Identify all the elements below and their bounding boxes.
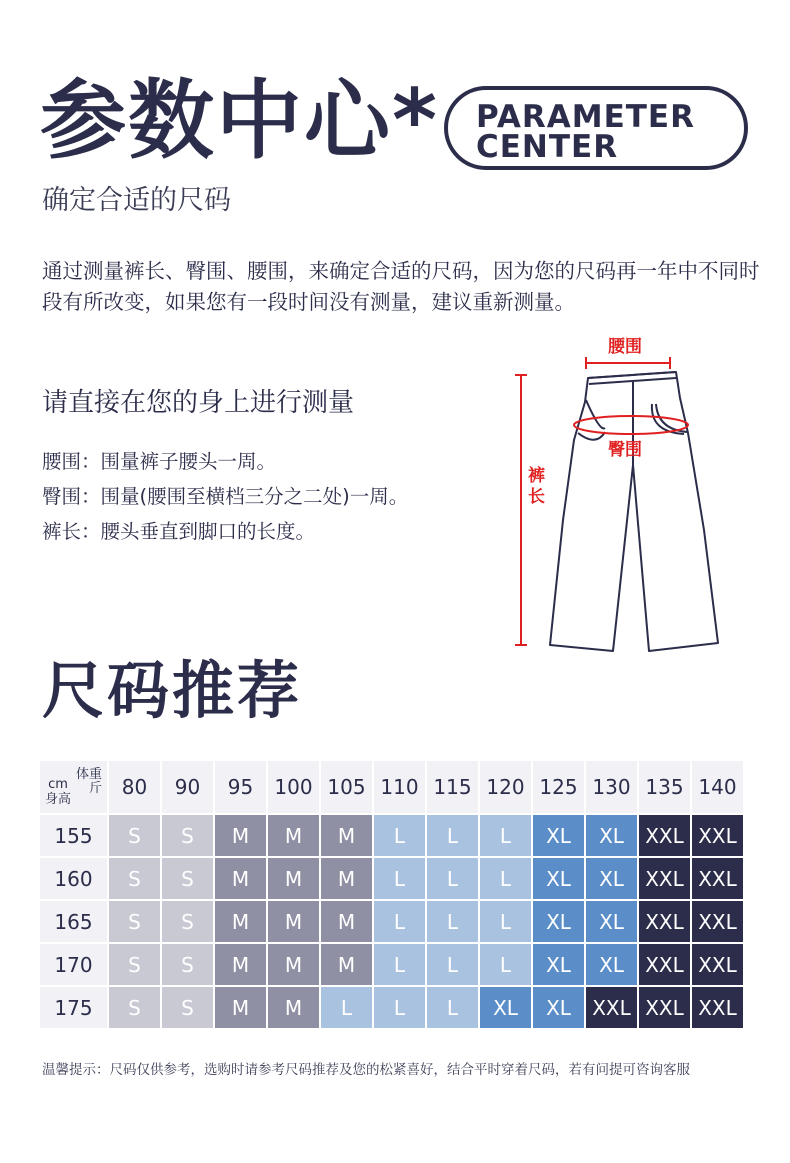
size-table-row [40,987,743,1028]
corner-height-text: 身高 [45,792,72,807]
size-cell: XXL [639,815,690,856]
size-cell: L [374,815,425,856]
size-cell: S [109,944,160,985]
size-table-row [40,815,743,856]
length-label-char-1: 裤 [528,466,545,486]
size-cell: M [268,987,319,1028]
size-cell: XL [533,901,584,942]
size-cell: M [268,944,319,985]
size-cell: M [321,944,372,985]
page-subtitle: 确定合适的尺码 [42,185,231,216]
size-table-header-row [40,761,743,813]
size-cell: XL [533,815,584,856]
size-cell: M [321,815,372,856]
size-recommend-title: 尺码推荐 [42,654,303,727]
size-cell: S [109,901,160,942]
size-cell: L [374,987,425,1028]
height-header: 170 [40,944,107,985]
weight-header-125: 125 [533,761,584,813]
intro-paragraph: 通过测量裤长、臀围、腰围，来确定合适的尺码，因为您的尺码再一年中不同时段有所改变，如果您有一段时间没有测量，建议重新测量。 [42,259,760,314]
weight-header-135: 135 [639,761,690,813]
size-cell: S [162,901,213,942]
size-cell: S [109,858,160,899]
size-cell: XXL [692,944,743,985]
size-chart-table [38,759,745,1030]
size-cell: M [215,944,266,985]
size-cell: M [215,901,266,942]
size-cell: S [109,987,160,1028]
height-header: 175 [40,987,107,1028]
weight-header-80: 80 [109,761,160,813]
corner-unit-text: cm [48,777,68,792]
size-cell: M [215,815,266,856]
size-table-row [40,858,743,899]
length-label-char-2: 长 [528,487,545,507]
size-cell: M [321,901,372,942]
size-cell: XL [586,901,637,942]
size-cell: XL [586,858,637,899]
pants-measurement-diagram [500,330,750,660]
measure-section-title: 请直接在您的身上进行测量 [42,388,355,418]
size-cell: XL [533,944,584,985]
size-cell: L [374,858,425,899]
size-table-row [40,901,743,942]
size-cell: L [427,987,478,1028]
size-cell: M [268,815,319,856]
size-cell: XL [480,987,531,1028]
page-title: 参数中心* [40,71,439,171]
size-cell: S [162,815,213,856]
hip-instruction: 臀围：围量(腰围至横档三分之二处)一周。 [42,485,409,508]
size-cell: L [480,901,531,942]
size-cell: L [427,858,478,899]
size-cell: L [480,858,531,899]
size-cell: XXL [639,858,690,899]
size-cell: M [268,901,319,942]
size-cell: XXL [639,944,690,985]
size-cell: M [215,987,266,1028]
weight-header-120: 120 [480,761,531,813]
weight-header-90: 90 [162,761,213,813]
english-title-line-2: CENTER [476,129,619,165]
corner-weight-unit: 斤 [88,781,102,796]
hip-label: 臀围 [608,440,642,460]
size-cell: XL [586,944,637,985]
size-cell: XL [533,987,584,1028]
size-cell: L [427,815,478,856]
size-cell: M [268,858,319,899]
size-cell: L [321,987,372,1028]
size-table-corner [40,761,107,813]
size-cell: L [480,815,531,856]
corner-weight-label [76,768,102,796]
size-cell: XXL [692,987,743,1028]
size-table-row [40,944,743,985]
size-cell: S [162,858,213,899]
weight-header-95: 95 [215,761,266,813]
waist-label: 腰围 [608,337,642,357]
hip-measure-ellipse [574,416,688,434]
size-cell: XXL [586,987,637,1028]
weight-header-100: 100 [268,761,319,813]
size-cell: XL [533,858,584,899]
size-cell: S [162,944,213,985]
english-title-badge [444,86,748,170]
size-cell: S [162,987,213,1028]
size-cell: XXL [639,901,690,942]
tip-text: 温馨提示：尺码仅供参考，选购时请参考尺码推荐及您的松紧喜好，结合平时穿着尺码，若有问提可咨询客服 [42,1062,690,1078]
weight-header-130: 130 [586,761,637,813]
height-header: 160 [40,858,107,899]
size-cell: XXL [692,815,743,856]
corner-weight-text: 体重 [75,767,102,782]
length-instruction: 裤长：腰头垂直到脚口的长度。 [42,520,316,543]
size-cell: L [374,944,425,985]
size-cell: L [480,944,531,985]
size-cell: XXL [692,858,743,899]
size-cell: XXL [639,987,690,1028]
size-cell: S [109,815,160,856]
height-header: 165 [40,901,107,942]
size-cell: L [374,901,425,942]
size-cell: L [427,944,478,985]
size-cell: XXL [692,901,743,942]
weight-header-115: 115 [427,761,478,813]
size-cell: XL [586,815,637,856]
english-title-line-1: PARAMETER [476,99,695,135]
size-cell: L [427,901,478,942]
waist-instruction: 腰围：围量裤子腰头一周。 [42,450,277,473]
weight-header-110: 110 [374,761,425,813]
weight-header-105: 105 [321,761,372,813]
corner-height-label [45,777,71,807]
size-cell: M [321,858,372,899]
weight-header-140: 140 [692,761,743,813]
size-cell: M [215,858,266,899]
height-header: 155 [40,815,107,856]
